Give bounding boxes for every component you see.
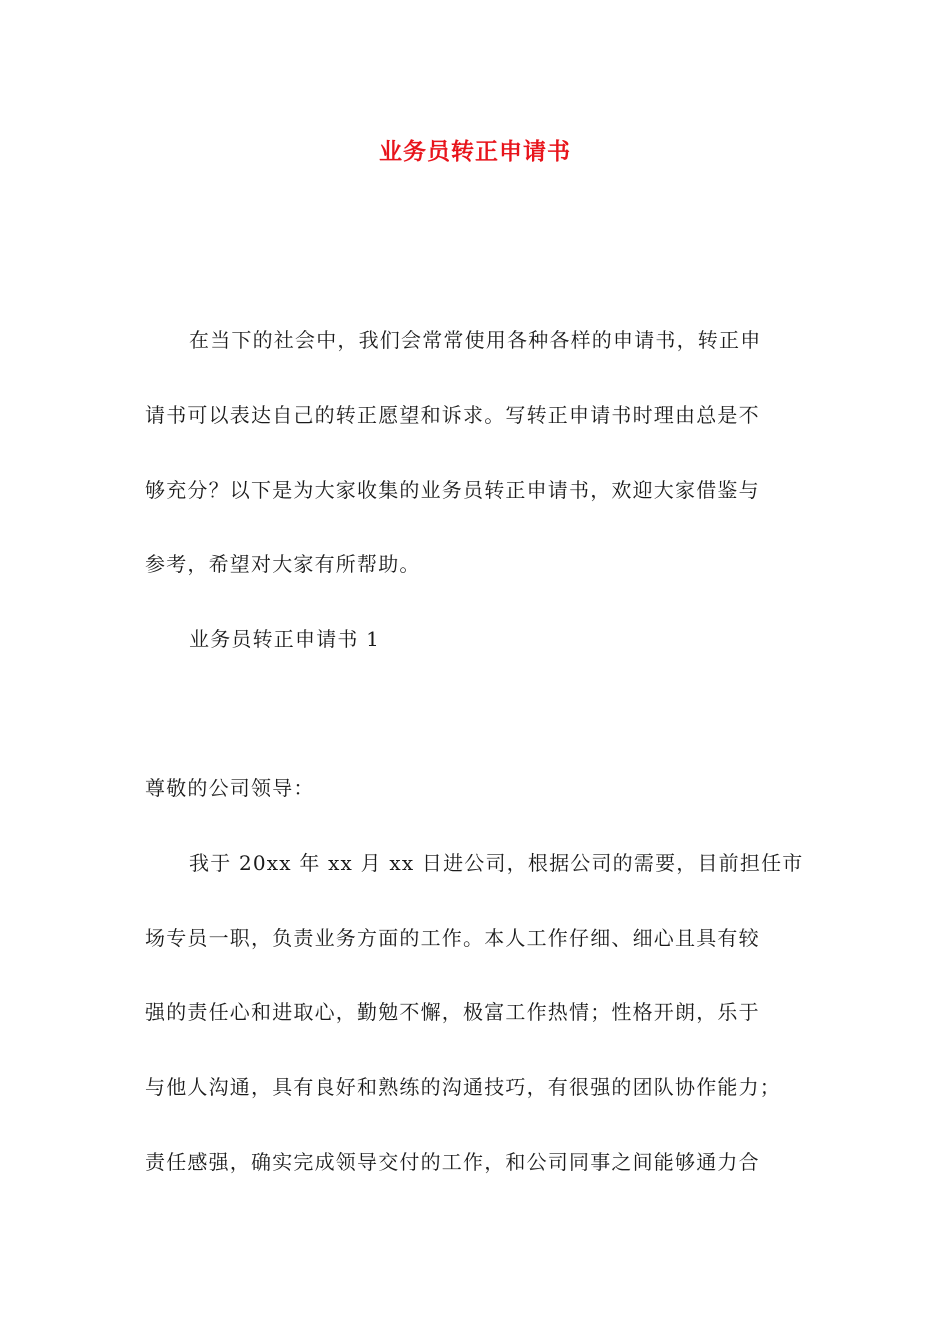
body-line-1: 我于 20xx 年 xx 月 xx 日进公司，根据公司的需要，目前担任市 [189,851,804,875]
document-title: 业务员转正申请书 [379,139,571,165]
body-line-2: 场专员一职，负责业务方面的工作。本人工作仔细、细心且具有较 [145,926,760,950]
body-line-4: 与他人沟通，具有良好和熟练的沟通技巧，有很强的团队协作能力； [145,1075,781,1099]
body-line-3: 强的责任心和进取心，勤勉不懈，极富工作热情；性格开朗，乐于 [145,1000,760,1024]
intro-line-4: 参考，希望对大家有所帮助。 [145,552,421,576]
section-heading: 业务员转正申请书 1 [189,627,381,651]
body-line-5: 责任感强，确实完成领导交付的工作，和公司同事之间能够通力合 [145,1150,760,1174]
salutation: 尊敬的公司领导： [145,776,315,800]
intro-line-3: 够充分？以下是为大家收集的业务员转正申请书，欢迎大家借鉴与 [145,478,760,502]
intro-line-2: 请书可以表达自己的转正愿望和诉求。写转正申请书时理由总是不 [145,403,760,427]
intro-line-1: 在当下的社会中，我们会常常使用各种各样的申请书，转正申 [189,328,762,352]
